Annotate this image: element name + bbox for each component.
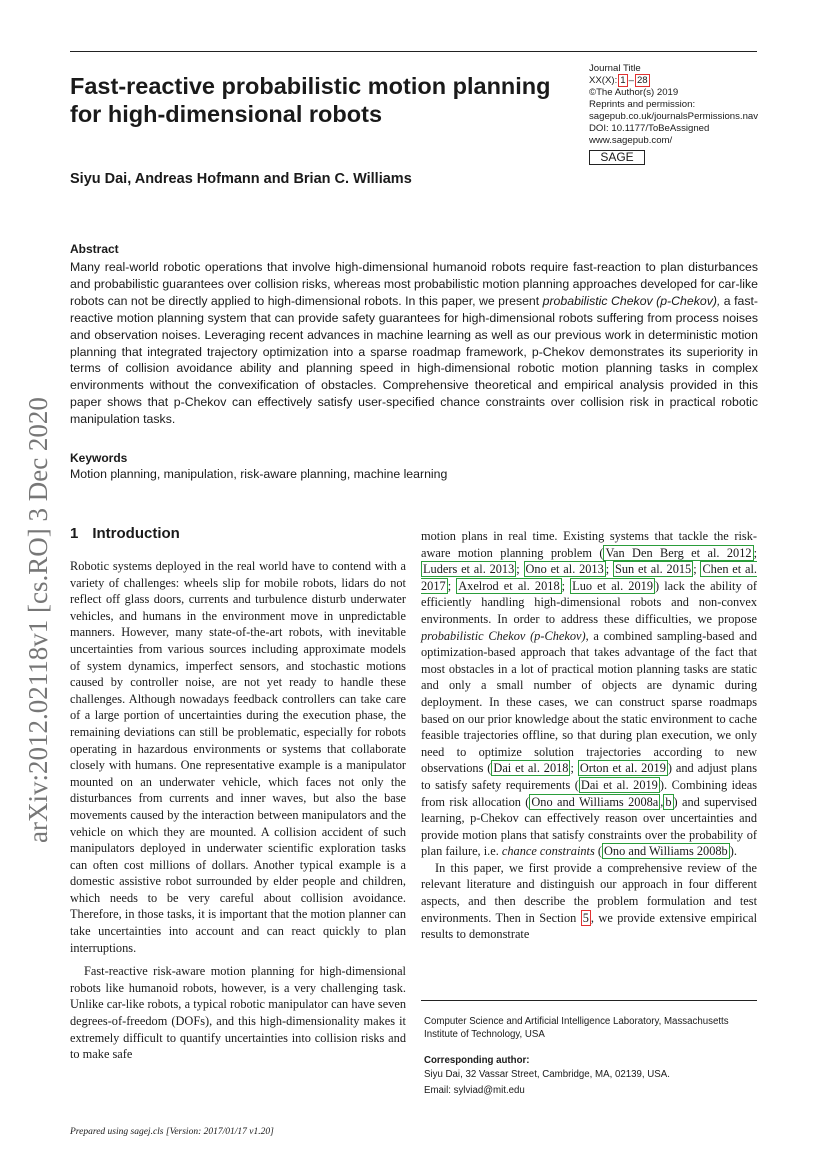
citation-link[interactable]: b bbox=[665, 794, 672, 809]
right-column bbox=[421, 528, 757, 943]
paper-title: Fast-reactive probabilistic motion planning for high-dimensional robots bbox=[70, 73, 551, 127]
section-ref-link[interactable]: 5 bbox=[582, 910, 589, 925]
journal-volume: XX(X): 1 – 28 bbox=[589, 75, 648, 86]
affiliation: Computer Science and Artificial Intelligence Laboratory, Massachusetts Institute of Technology, USA bbox=[424, 1016, 729, 1040]
intro-paragraph-4: In this paper, we first provide a comprehensive review of the relevant literature and distinguish our approach in four different aspects, and then describe the problem formulation and test environments. Then in Section 5 , we provide extensive empirical results to demonstrate bbox=[421, 860, 757, 942]
authors: Siyu Dai, Andreas Hofmann and Brian C. Williams bbox=[70, 171, 412, 187]
citation-link[interactable]: Ono and Williams 2008a bbox=[531, 794, 659, 809]
keywords-heading: Keywords bbox=[70, 451, 128, 465]
left-column bbox=[70, 558, 406, 1063]
footnote-rule bbox=[421, 1000, 757, 1001]
page-start-link[interactable]: 1 bbox=[620, 75, 626, 86]
publisher-badge: SAGE bbox=[589, 150, 645, 165]
journal-doi: DOI: 10.1177/ToBeAssigned bbox=[589, 123, 710, 134]
corresponding-author-heading: Corresponding author: bbox=[424, 1055, 530, 1066]
journal-meta bbox=[589, 63, 819, 147]
citation-link[interactable]: Chen et al. 2017 bbox=[421, 562, 758, 593]
page-end-link[interactable]: 28 bbox=[636, 75, 648, 86]
citation-link[interactable]: Sun et al. 2015 bbox=[615, 562, 692, 577]
abstract-heading: Abstract bbox=[70, 242, 119, 256]
citation-link[interactable]: Orton et al. 2019 bbox=[579, 761, 666, 776]
citation-link[interactable]: Luders et al. 2013 bbox=[423, 562, 515, 577]
journal-website: www.sagepub.com/ bbox=[589, 135, 673, 146]
system-name: probabilistic Chekov (p-Chekov), bbox=[542, 293, 721, 308]
system-name: probabilistic Chekov (p-Chekov) bbox=[421, 628, 586, 643]
chance-constraints-term: chance constraints bbox=[501, 844, 595, 859]
section-number: 1 bbox=[70, 525, 79, 542]
keywords-text: Motion planning, manipulation, risk-aware planning, machine learning bbox=[70, 467, 448, 481]
journal-reprints-url: sagepub.co.uk/journalsPermissions.nav bbox=[589, 111, 759, 122]
corresponding-author-address: Siyu Dai, 32 Vassar Street, Cambridge, MA, 02139, USA. bbox=[424, 1069, 670, 1080]
journal-copyright: ©The Author(s) 2019 bbox=[589, 87, 679, 98]
corresponding-author-email: Email: sylviad@mit.edu bbox=[424, 1085, 525, 1096]
citation-link[interactable]: Van Den Berg et al. 2012 bbox=[605, 545, 752, 560]
journal-name: Journal Title bbox=[589, 63, 641, 74]
citation-link[interactable]: Dai et al. 2018 bbox=[493, 761, 569, 776]
intro-paragraph-1: Robotic systems deployed in the real world have to contend with a variety of challenges: wheels slip for mobile robots, lidars do not reflect off glass doors, currents and turbulence disturb underwater vehicles, and humans in the environment move in unpredictable manners. However, many state-of-the-art robots, with inevitable uncertainties from various sources including approximate models of system dynamics, imperfect sensors, and stochastic motions caused by controller noise, are not yet ready to handle these challenges. Although nowadays feedback controllers can take care of a large portion of uncertainties during the execution phase, the remaining deviations can still be problematic, especially for robots operating in hazardous environments or systems that collaborate closely with humans. One representative example is a manipulator mounted on an underwater vehicle, which faces not only the disturbances from currents and inner waves, but also the base movements caused by the interaction between manipulators and the vehicle on which they are mounted. A collision accident of such manipulators deployed in underwater scientific exploration tasks can often cost millions of dollars. Another typical example is a domestic assistive robot surrounded by elder people and children, which needs to be very careful about collision avoidance. Therefore, in those tasks, it is important that the motion planner can take uncertainties into account and can react quickly to plan interruptions. bbox=[70, 559, 406, 955]
citation-link[interactable]: Dai et al. 2019 bbox=[580, 777, 658, 792]
citation-link[interactable]: Axelrod et al. 2018 bbox=[458, 578, 560, 593]
section-heading-introduction bbox=[70, 525, 180, 542]
prepared-using-note: Prepared using sagej.cls [Version: 2017/01/17 v1.20] bbox=[70, 1127, 274, 1137]
intro-paragraph-2: Fast-reactive risk-aware motion planning for high-dimensional robots like humanoid robots, however, is a very challenging task. Unlike car-like robots, a typical robotic manipulator can have seven degrees-of-freedom (DOFs), and this high-dimensionality makes it extremely difficult to quantify uncertainties into collision risks and to make safe bbox=[70, 964, 406, 1062]
abstract-text: Many real-world robotic operations that involve high-dimensional humanoid robots require fast-reaction to plan disturbances and probabilistic guarantees over collision risks, whereas most probabilistic motion planning approaches developed for car-like robots can not be directly applied to high-dimensional robots. In this paper, we present probabilistic Chekov (p-Chekov), a fast-reactive motion planning system that can provide safety guarantees for high-dimensional robots suffering from process noises and observation noises. Leveraging recent advances in machine learning as well as our previous work in deterministic motion planning that integrated trajectory optimization into a sparse roadmap framework, p-Chekov demonstrates its superiority in terms of collision avoidance ability and planning speed in high-dimensional robotic motion planning tasks in complex environments without the convexification of obstacles. Comprehensive theoretical and empirical analysis provided in this paper shows that p-Chekov can effectively satisfy user-specified chance constraints over collision risk in practical robotic manipulation tasks. bbox=[70, 260, 758, 427]
citation-link[interactable]: Luo et al. 2019 bbox=[572, 578, 653, 593]
intro-paragraph-3: motion plans in real time. Existing systems that tackle the risk-aware motion planning problem ( Van Den Berg et al. 2012 ; Luders et al. 2013 ; Ono et al. 2013 ; Sun et al. 2015 ; Chen et al. 2017 ; Axelrod et al. 2018 ; Luo et al. 2019 ) lack the ability of efficiently handling high-dimensional robots and non-convex environments. In order to address these difficulties, we propose probabilistic Chekov (p-Chekov), a combined sampling-based and optimization-based approach that takes advantage of the fact that most obstacles in a lot of practical motion planning tasks are static and only a small number of objects are dynamic during deployment. In these cases, we can construct sparse roadmaps based on our prior knowledge about the static environment to cache feasible trajectories offline, so that during plan execution, we only need to optimize solution trajectories according to new observations ( Dai et al. 2018 ; Orton et al. 2019 ) and adjust plans to satisfy safety requirements ( Dai et al. 2019 ). Combining ideas from risk allocation ( Ono and Williams 2008a , b ) and supervised learning, p-Chekov can effectively reason over uncertainties and provide motion plans that satisfy constraints over the probability of plan failure, i.e. chance constraints ( Ono and Williams 2008b ). bbox=[421, 529, 758, 859]
citation-link[interactable]: Ono and Williams 2008b bbox=[604, 844, 728, 859]
top-rule bbox=[70, 51, 757, 52]
journal-reprints: Reprints and permission: bbox=[589, 99, 696, 110]
arxiv-stamp: arXiv:2012.02118v1 [cs.RO] 3 Dec 2020 bbox=[23, 397, 53, 843]
section-title: Introduction bbox=[92, 525, 180, 542]
citation-link[interactable]: Ono et al. 2013 bbox=[525, 562, 604, 577]
